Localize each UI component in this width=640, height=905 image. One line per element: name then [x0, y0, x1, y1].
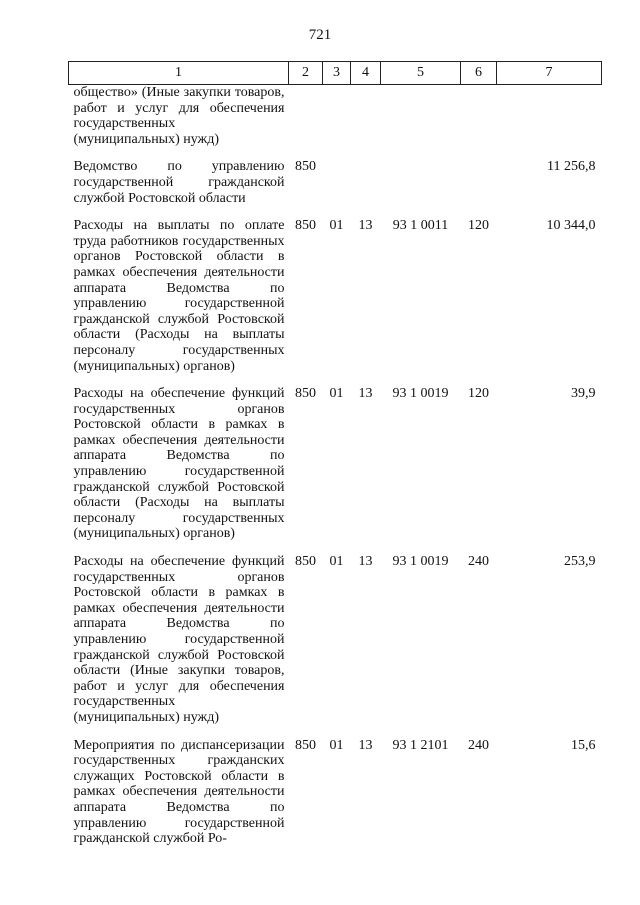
table-row — [69, 159, 602, 218]
row-description: общество» (Иные закупки товаров, работ и услуг для обеспечения государственных (муниципальных) нужд) — [73, 85, 285, 147]
column-header: 4 — [351, 62, 381, 85]
section-code: 01 — [329, 386, 344, 402]
page-number: 721 — [308, 27, 332, 43]
row-description: Расходы на обеспечение функций государственных органов Ростовской области в рамках в рамках обеспечения деятельности аппарата Ведомства по управлению государственной гражданской службой Ростовской области (Иные закупки товаров, работ и услуг для обеспечения государственных (муниципальных) нужд) — [73, 554, 285, 725]
row-description: Расходы на обеспечение функций государственных органов Ростовской области в рамках в рамках обеспечения деятельности аппарата Ведомства по управлению государственной гражданской службой Ростовской области (Расходы на выплаты персоналу государственных (муниципальных) органов) — [73, 386, 285, 542]
column-header: 3 — [323, 62, 351, 85]
expense-type-code: 120 — [468, 218, 489, 234]
row-description: Расходы на выплаты по оплате труда работников государственных органов Ростовской области в рамках обеспечения деятельности аппарата Ведомства по управлению государственной гражданской службой Ростовской области (Расходы на выплаты персоналу государственных (муниципальных) органов) — [73, 218, 285, 374]
amount: 11 256,8 — [547, 159, 596, 175]
subsection-code: 13 — [358, 737, 373, 753]
subsection-code — [351, 159, 381, 218]
column-header: 6 — [461, 62, 497, 85]
table-row — [69, 554, 602, 738]
expense-type-code: 120 — [468, 386, 489, 402]
ministry-code: 850 — [295, 218, 316, 234]
expense-type-code — [461, 159, 497, 218]
subsection-code: 13 — [358, 554, 373, 570]
table-header — [69, 62, 602, 85]
ministry-code: 850 — [295, 554, 316, 570]
ministry-code: 850 — [295, 386, 316, 402]
table-row — [69, 386, 602, 554]
subsection-code: 13 — [358, 218, 373, 234]
target-article-code — [381, 85, 461, 160]
expense-type-code — [461, 85, 497, 160]
column-header: 7 — [497, 62, 602, 85]
target-article-code: 93 1 0019 — [392, 386, 449, 402]
target-article-code: 93 1 0011 — [392, 218, 449, 234]
section-code — [323, 85, 351, 160]
row-description: Ведомство по управлению государственной гражданской службой Ростовской области — [73, 159, 285, 206]
amount: 39,9 — [571, 386, 596, 402]
section-code — [323, 159, 351, 218]
expense-type-code: 240 — [468, 737, 489, 753]
ministry-code — [289, 85, 323, 160]
budget-table — [68, 61, 602, 847]
amount: 10 344,0 — [546, 218, 596, 234]
table-row — [69, 738, 602, 847]
amount: 15,6 — [571, 737, 596, 753]
target-article-code — [381, 159, 461, 218]
target-article-code: 93 1 0019 — [392, 554, 449, 570]
ministry-code: 850 — [295, 159, 316, 175]
section-code: 01 — [329, 554, 344, 570]
table-row — [69, 218, 602, 386]
amount — [497, 85, 602, 160]
section-code: 01 — [329, 218, 344, 234]
table-row — [69, 85, 602, 160]
row-description: Мероприятия по диспансеризации государственных гражданских служащих Ростовской области в рамках обеспечения деятельности аппарата Ведомства по управлению государственной гражданской службой Ро- — [73, 737, 285, 847]
column-header: 5 — [381, 62, 461, 85]
target-article-code: 93 1 2101 — [392, 737, 449, 753]
amount: 253,9 — [564, 554, 596, 570]
column-header: 2 — [289, 62, 323, 85]
subsection-code: 13 — [358, 386, 373, 402]
subsection-code — [351, 85, 381, 160]
section-code: 01 — [329, 737, 344, 753]
expense-type-code: 240 — [468, 554, 489, 570]
ministry-code: 850 — [295, 737, 316, 753]
column-header: 1 — [69, 62, 289, 85]
